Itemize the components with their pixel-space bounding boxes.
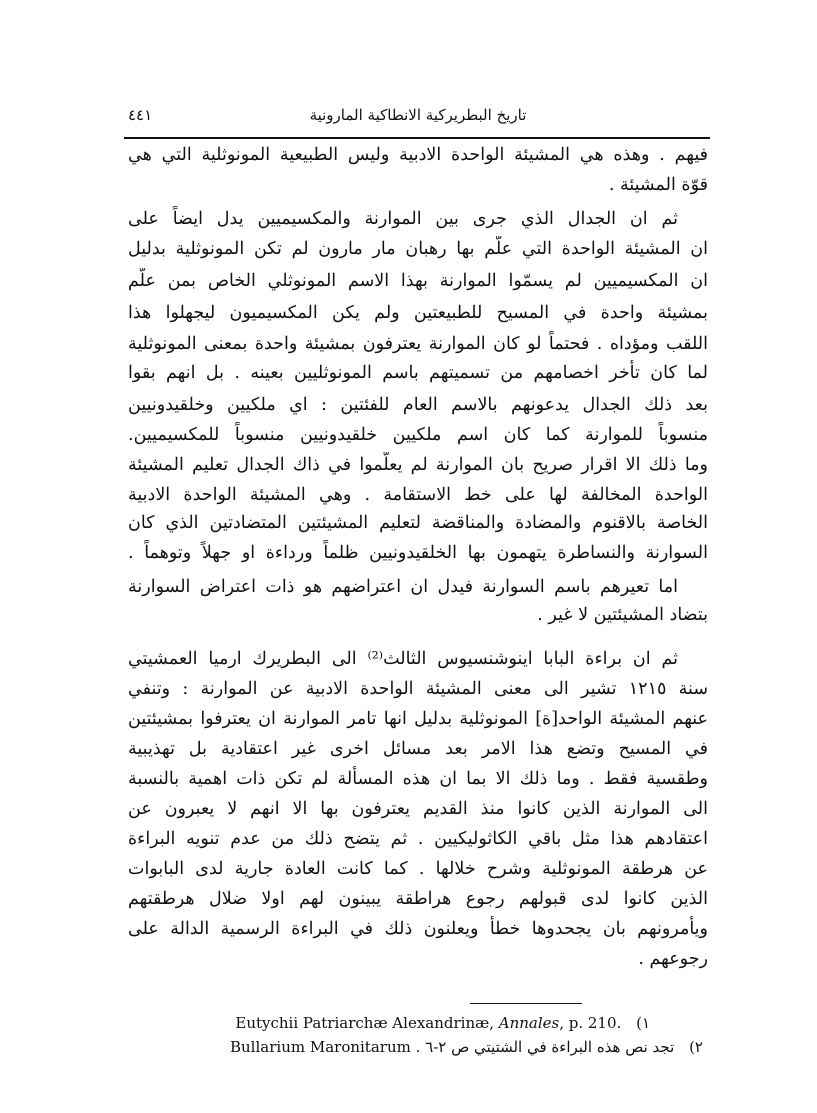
text-line: سنة ١٢١٥ تشير الى معنى المشيئة الواحدة الادبية عن الموارنة : وتنفي: [128, 679, 708, 699]
text-line: فيهم . وهذه هي المشيئة الواحدة الادبية وليس الطبيعية المونوثلية التي هي: [128, 145, 708, 165]
footnote-rule: [470, 1003, 582, 1004]
text-line: اللقب ومؤداه . فحتماً لو كان الموارنة يعترفون بمشيئة واحدة بمعنى المونوثلية: [128, 334, 708, 354]
footnote-number: (١: [636, 1014, 650, 1032]
footnote-italic: Annales: [498, 1014, 560, 1032]
footnote-2: [230, 1036, 703, 1058]
header-title: تاريخ البطريركية الانطاكية المارونية: [309, 106, 527, 124]
text-line: اما تعيرهم باسم السوارنة فيدل ان اعتراضهم هو ذات اعتراض السوارنة: [128, 577, 678, 597]
footnote-tail: , p. 210.: [559, 1014, 622, 1032]
footnote-number: (٢: [689, 1038, 703, 1056]
header-rule: [124, 137, 710, 139]
text-line: وطقسية فقط . وما ذلك الا بما ان هذه المسألة لم تكن ذات اهمية بالنسبة: [128, 769, 708, 789]
text-line: عنهم المشيئة الواحد[ة] المونوثلية بدليل انها تامر الموارنة ان يعترفوا بمشيئتين: [128, 709, 708, 729]
text-line: ثم ان الجدال الذي جرى بين الموارنة والمكسيميين يدل ايضاً على: [128, 209, 678, 229]
text-line: الواحدة المخالفة لها على خط الاستقامة . وهي المشيئة الواحدة الادبية: [128, 485, 708, 505]
text-line: رجوعهم .: [638, 949, 708, 969]
text-line: السوارنة والنساطرة يتهمون بها الخلقيدونيين ظلماً ورداءة او جهلاً وتوهماً .: [128, 543, 708, 563]
text-line: قوّة المشيئة .: [608, 175, 708, 195]
text-line: ويأمرونهم بان يجحدوها خطأ ويعلنون ذلك في البراءة الرسمية الدالة على: [128, 919, 708, 939]
text-line: بمشيئة واحدة في المسيح للطبيعتين ولم يكن المكسيميون ليجهلوا هذا: [128, 303, 708, 323]
text-line: الخاصة بالاقنوم والمضادة والمناقضة لتعليم المشيئتين المتضادتين الذي كان: [128, 513, 708, 533]
text-line: ان المشيئة الواحدة التي علّم بها رهبان مار مارون لم تكن المونوثلية بدليل: [128, 239, 708, 259]
footnote-1: [230, 1012, 650, 1034]
text-line: بعد ذلك الجدال يدعونهم بالاسم العام للفئتين : اي ملكيين وخلقيدونيين: [128, 395, 708, 415]
text-line: ان المكسيميين لم يسمّوا الموارنة بهذا الاسم المونوثلي الخاص بمن علّم: [128, 271, 708, 291]
text-line: وما ذلك الا اقرار صريح بان الموارنة لم يعلّموا في ذاك الجدال تعليم المشيئة: [128, 455, 708, 475]
text-line: في المسيح وتضع هذا الامر بعد مسائل اخرى غير اعتقادية بل تهذيبية: [128, 739, 708, 759]
footnote-tail: تجد نص هذه البراءة في الشتيتي ص ٢-٦: [425, 1038, 675, 1056]
footnote-text: Bullarium Maronitarum .: [230, 1038, 426, 1056]
text-line: الذين كانوا لدى قبولهم رجوع هراطقة يبينون لهم اولا ضلال هرطقتهم: [128, 889, 708, 909]
text-line: عن هرطقة المونوثلية وشرح خلالها . كما كانت العادة جارية لدى البابوات: [128, 859, 708, 879]
footnote-text: Eutychii Patriarchæ Alexandrinæ,: [235, 1014, 499, 1032]
page-number: ٤٤١: [128, 106, 153, 124]
text-line: منسوباً للموارنة كما كان اسم ملكيين خلقيدونيين منسوباً للمكسيميين.: [128, 425, 708, 445]
text-line: لما كان تأخر اخصامهم من تسميتهم باسم المونوثليين بعينه . بل انهم بقوا: [128, 363, 708, 383]
text-line: اعتقادهم هذا مثل باقي الكاثوليكيين . ثم يتضح ذلك من عدم تنويه البراءة: [128, 829, 708, 849]
running-header: [128, 104, 708, 132]
text-line: الى الموارنة الذين كانوا منذ القديم يعترفون بها الا انهم لا يعبرون عن: [128, 799, 708, 819]
text-line: بتضاد المشيئتين لا غير .: [537, 605, 708, 625]
text-line: ثم ان براءة البابا اينوشنسيوس الثالث⁽²⁾ الى البطريرك ارميا العمشيتي: [128, 649, 679, 669]
